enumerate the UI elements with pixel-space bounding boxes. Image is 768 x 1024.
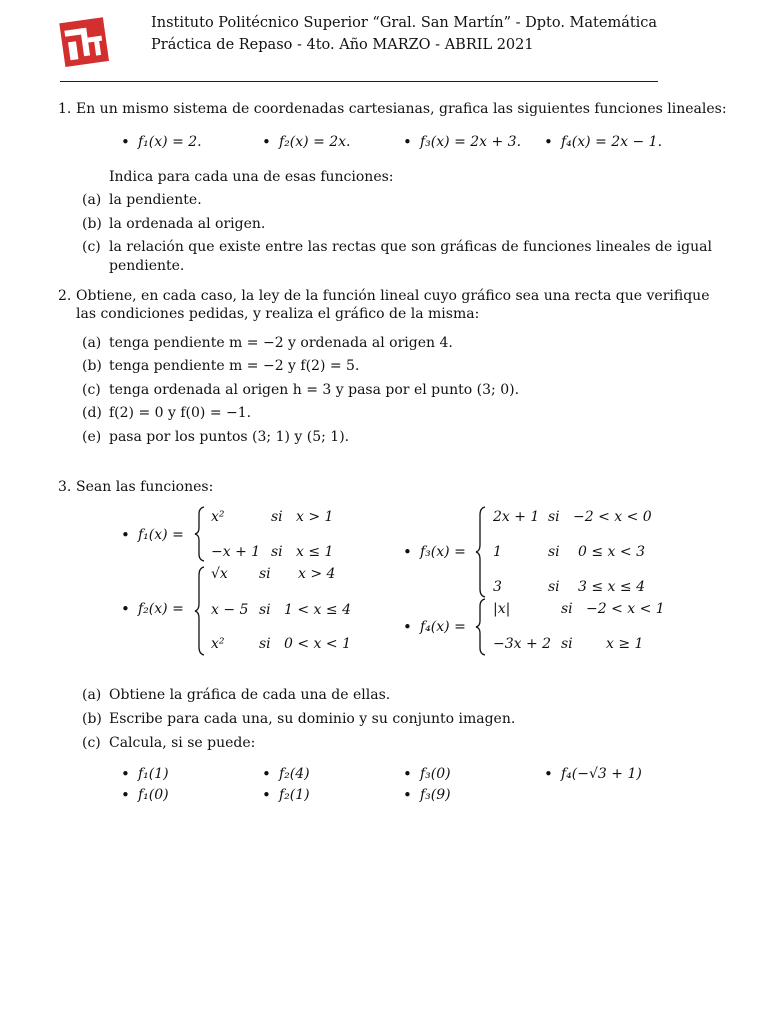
f2-brace xyxy=(194,566,206,656)
eval-f1-0: • f₁(0) xyxy=(138,787,169,803)
header-institution: Instituto Politécnico Superior “Gral. San Martín” - Dpto. Matemática xyxy=(151,15,658,31)
ex3-item-a-text: Obtiene la gráfica de cada una de ellas. xyxy=(109,687,391,703)
ex1-item-a-text: la pendiente. xyxy=(109,192,202,208)
eval-f3-0: • f₃(0) xyxy=(420,766,451,782)
f2-row3-si: si xyxy=(259,636,271,652)
f4-row2-expr: −3x + 2 xyxy=(493,636,552,652)
f3-row1-si: si xyxy=(548,509,560,525)
eval-f4-sqrt: • f₄(−√3 + 1) xyxy=(561,766,642,782)
f2-row3-expr: x² xyxy=(211,636,225,652)
f2-row2-si: si xyxy=(259,602,271,618)
ex3-item-c-label: (c) xyxy=(82,735,101,751)
f4-brace xyxy=(475,598,487,656)
f4-name: • f₄(x) = xyxy=(420,619,466,635)
ex3-item-c-text: Calcula, si se puede: xyxy=(109,735,256,751)
ex2-item-d-label: (d) xyxy=(82,405,102,421)
f3-row3-expr: 3 xyxy=(493,579,502,595)
f1-name: • f₁(x) = xyxy=(138,527,184,543)
ex1-item-c-label: (c) xyxy=(82,239,101,255)
ex1-item-a-label: (a) xyxy=(82,192,102,208)
ex2-item-a-text: tenga pendiente m = −2 y ordenada al origen 4. xyxy=(109,335,453,351)
f1-brace xyxy=(194,506,206,562)
exercise-3-number: 3. xyxy=(58,479,72,495)
ex3-item-a-label: (a) xyxy=(82,687,102,703)
f2-name: • f₂(x) = xyxy=(138,601,184,617)
f3-row1-cond: −2 < x < 0 xyxy=(573,509,652,525)
eval-f2-1: • f₂(1) xyxy=(279,787,310,803)
ex2-item-c-text: tenga ordenada al origen h = 3 y pasa por el punto (3; 0). xyxy=(109,382,520,398)
exercise-2-text-1: Obtiene, en cada caso, la ley de la función lineal cuyo gráfico sea una recta que verifique xyxy=(76,288,710,304)
exercise-2-number: 2. xyxy=(58,288,72,304)
exercise-3-text: Sean las funciones: xyxy=(76,479,214,495)
f3-row1-expr: 2x + 1 xyxy=(493,509,540,525)
f3-row2-cond: 0 ≤ x < 3 xyxy=(578,544,645,560)
f2-row2-expr: x − 5 xyxy=(211,602,249,618)
ex1-function-2: • f₂(x) = 2x. xyxy=(279,134,351,150)
ex2-item-b-label: (b) xyxy=(82,358,102,374)
f3-name: • f₃(x) = xyxy=(420,544,466,560)
ex2-item-c-label: (c) xyxy=(82,382,101,398)
eval-f1-1: • f₁(1) xyxy=(138,766,169,782)
f4-row1-si: si xyxy=(561,601,573,617)
eval-f3-9: • f₃(9) xyxy=(420,787,451,803)
f3-row3-si: si xyxy=(548,579,560,595)
ex3-item-b-text: Escribe para cada una, su dominio y su conjunto imagen. xyxy=(109,711,516,727)
f2-row1-cond: x > 4 xyxy=(298,566,336,582)
ex1-item-c-text: la relación que existe entre las rectas que son gráficas de funciones lineales de igual xyxy=(109,239,712,255)
f3-brace xyxy=(475,506,487,598)
ex1-function-1: • f₁(x) = 2. xyxy=(138,134,202,150)
f1-row2-cond: x ≤ 1 xyxy=(296,544,334,560)
f3-row2-si: si xyxy=(548,544,560,560)
ex1-function-4: • f₄(x) = 2x − 1. xyxy=(561,134,662,150)
f2-row2-cond: 1 < x ≤ 4 xyxy=(284,602,351,618)
eval-f2-4: • f₂(4) xyxy=(279,766,310,782)
f2-row3-cond: 0 < x < 1 xyxy=(284,636,351,652)
f3-row2-expr: 1 xyxy=(493,544,502,560)
ex1-item-b-text: la ordenada al origen. xyxy=(109,216,266,232)
ex2-item-d-text: f(2) = 0 y f(0) = −1. xyxy=(109,405,252,421)
f1-row1-si: si xyxy=(271,509,283,525)
header-divider xyxy=(60,81,658,82)
ex2-item-e-label: (e) xyxy=(82,429,102,445)
ex3-item-b-label: (b) xyxy=(82,711,102,727)
f1-row1-cond: x > 1 xyxy=(296,509,334,525)
exercise-1-text: En un mismo sistema de coordenadas cartesianas, grafica las siguientes funciones lineales: xyxy=(76,101,727,117)
ex1-function-3: • f₃(x) = 2x + 3. xyxy=(420,134,521,150)
exercise-2-text-2: las condiciones pedidas, y realiza el gráfico de la misma: xyxy=(76,306,480,322)
exercise-1-number: 1. xyxy=(58,101,72,117)
f1-row1-expr: x² xyxy=(211,509,225,525)
f4-row1-cond: −2 < x < 1 xyxy=(586,601,665,617)
header-subtitle: Práctica de Repaso - 4to. Año MARZO - ABRIL 2021 xyxy=(151,37,534,53)
ex1-item-b-label: (b) xyxy=(82,216,102,232)
f4-row1-expr: |x| xyxy=(493,601,511,617)
ex1-indica: Indica para cada una de esas funciones: xyxy=(109,169,394,185)
f4-row2-cond: x ≥ 1 xyxy=(606,636,644,652)
f3-row3-cond: 3 ≤ x ≤ 4 xyxy=(578,579,645,595)
ex1-item-c-text-cont: pendiente. xyxy=(109,258,185,274)
institute-logo xyxy=(58,14,112,68)
f2-row1-expr: √x xyxy=(211,566,228,582)
f1-row2-si: si xyxy=(271,544,283,560)
ex2-item-b-text: tenga pendiente m = −2 y f(2) = 5. xyxy=(109,358,360,374)
f2-row1-si: si xyxy=(259,566,271,582)
f1-row2-expr: −x + 1 xyxy=(211,544,261,560)
ex2-item-a-label: (a) xyxy=(82,335,102,351)
ex2-item-e-text: pasa por los puntos (3; 1) y (5; 1). xyxy=(109,429,350,445)
f4-row2-si: si xyxy=(561,636,573,652)
